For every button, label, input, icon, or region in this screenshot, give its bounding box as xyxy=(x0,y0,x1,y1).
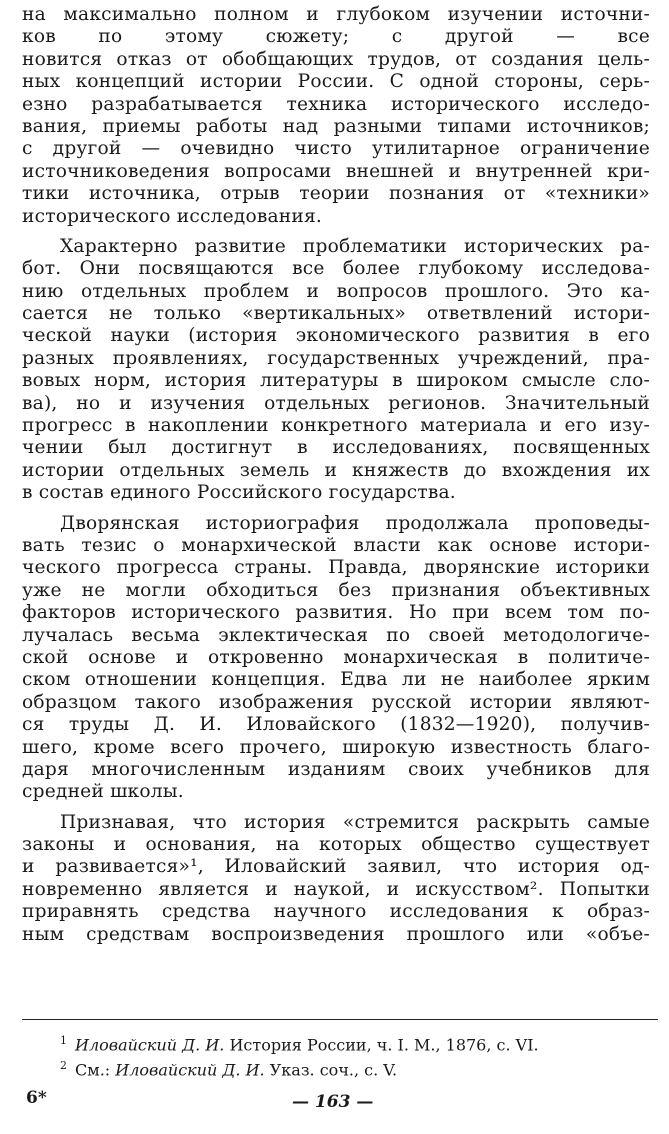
text-line: ческого прогресса страны. Правда, дворянские историки xyxy=(22,557,650,579)
text-line: прогресс в накоплении конкретного материала и его изу- xyxy=(22,415,650,437)
page-number: — 163 — xyxy=(292,1092,374,1112)
text-line: чении был достигнут в исследованиях, посвященных xyxy=(22,437,650,459)
text-line: Характерно развитие проблематики исторических ра- xyxy=(60,235,650,257)
text-line: вания, приемы работы над разными типами источников; xyxy=(22,115,650,137)
footnote-author: Иловайский Д. И. xyxy=(75,1035,225,1055)
footnote-author: Иловайский Д. И. xyxy=(115,1060,265,1080)
text-line: ской основе и откровенно монархическая в политиче- xyxy=(22,646,650,668)
text-line: факторов исторического развития. Но при всем том по- xyxy=(22,602,650,624)
text-line: ческой науки (история экономического развития в его xyxy=(22,325,650,347)
text-line: ся труды Д. И. Иловайского (1832—1920), получив- xyxy=(22,714,650,736)
text-line: новится отказ от обобщающих трудов, от создания цель- xyxy=(22,48,650,70)
text-line: нию отдельных проблем и вопросов прошлого. Это ка- xyxy=(22,280,650,302)
paragraph-2 xyxy=(22,236,650,505)
footnote-divider xyxy=(22,1019,658,1020)
footnote-prefix: См.: xyxy=(75,1060,111,1080)
footnote-1 xyxy=(60,1030,650,1055)
paragraph-3 xyxy=(22,513,650,804)
text-line: ных концепций истории России. С одной стороны, серь- xyxy=(22,71,650,93)
page-body xyxy=(22,4,650,946)
footnotes xyxy=(60,1030,650,1081)
footnote-2 xyxy=(60,1055,650,1080)
footnote-number: 2 xyxy=(60,1059,67,1073)
footnote-text: История России, ч. I. М., 1876, с. VI. xyxy=(229,1035,539,1055)
text-line: ском отношении концепция. Едва ли не наиболее ярким xyxy=(22,669,650,691)
text-line: Признавая, что история «стремится раскрыть самые xyxy=(60,811,650,833)
text-line: ва), но и изучения отдельных регионов. Значительный xyxy=(22,392,650,414)
text-line: лучалась весьма эклектическая по своей методологиче- xyxy=(22,624,650,646)
text-line: Дворянская историография продолжала проповеды- xyxy=(60,512,650,534)
text-line: ным средствам воспроизведения прошлого или «объе- xyxy=(22,923,650,945)
text-line: и развивается»¹, Иловайский заявил, что история од- xyxy=(22,856,650,878)
text-line: истории отдельных земель и княжеств до вхождения их xyxy=(22,459,650,481)
text-line: разных проявлениях, государственных учреждений, пра- xyxy=(22,347,650,369)
text-line: уже не могли обходиться без признания объективных xyxy=(22,579,650,601)
text-line: источниковедения вопросами внешней и внутренней кри- xyxy=(22,160,650,182)
text-line: тики источника, отрыв теории познания от «техники» xyxy=(22,183,650,205)
text-line: новременно является и наукой, и искусством². Попытки xyxy=(22,878,650,900)
text-line: образцом такого изображения русской истории являют- xyxy=(22,691,650,713)
text-line: на максимально полном и глубоком изучении источни- xyxy=(22,4,650,25)
text-line: в состав единого Российского государства. xyxy=(22,482,456,504)
text-line: даря многочисленным изданиям своих учебников для xyxy=(22,758,650,780)
paragraph-1 xyxy=(22,4,650,228)
text-line: вать тезис о монархической власти как основе истори- xyxy=(22,534,650,556)
text-line: средней школы. xyxy=(22,781,184,803)
text-line: законы и основания, на которых общество существует xyxy=(22,834,650,856)
text-line: приравнять средства научного исследования к образ- xyxy=(22,901,650,923)
text-line: шего, кроме всего прочего, широкую известность благо- xyxy=(22,736,650,758)
paragraph-4 xyxy=(22,812,650,946)
footnote-number: 1 xyxy=(60,1034,67,1047)
text-line: езно разрабатывается техника исторического исследо- xyxy=(22,93,650,115)
printer-signature: 6* xyxy=(26,1088,47,1108)
text-line: с другой — очевидно чисто утилитарное ограничение xyxy=(22,138,650,160)
text-line: бот. Они посвящаются все более глубокому исследова- xyxy=(22,258,650,280)
text-line: исторического исследования. xyxy=(22,205,323,227)
footnote-text: Указ. соч., с. V. xyxy=(269,1060,398,1080)
text-line: ков по этому сюжету; с другой — все xyxy=(22,26,650,48)
text-line: сается не только «вертикальных» ответвлений истори- xyxy=(22,303,650,325)
text-line: вовых норм, история литературы в широком смысле сло- xyxy=(22,370,650,392)
